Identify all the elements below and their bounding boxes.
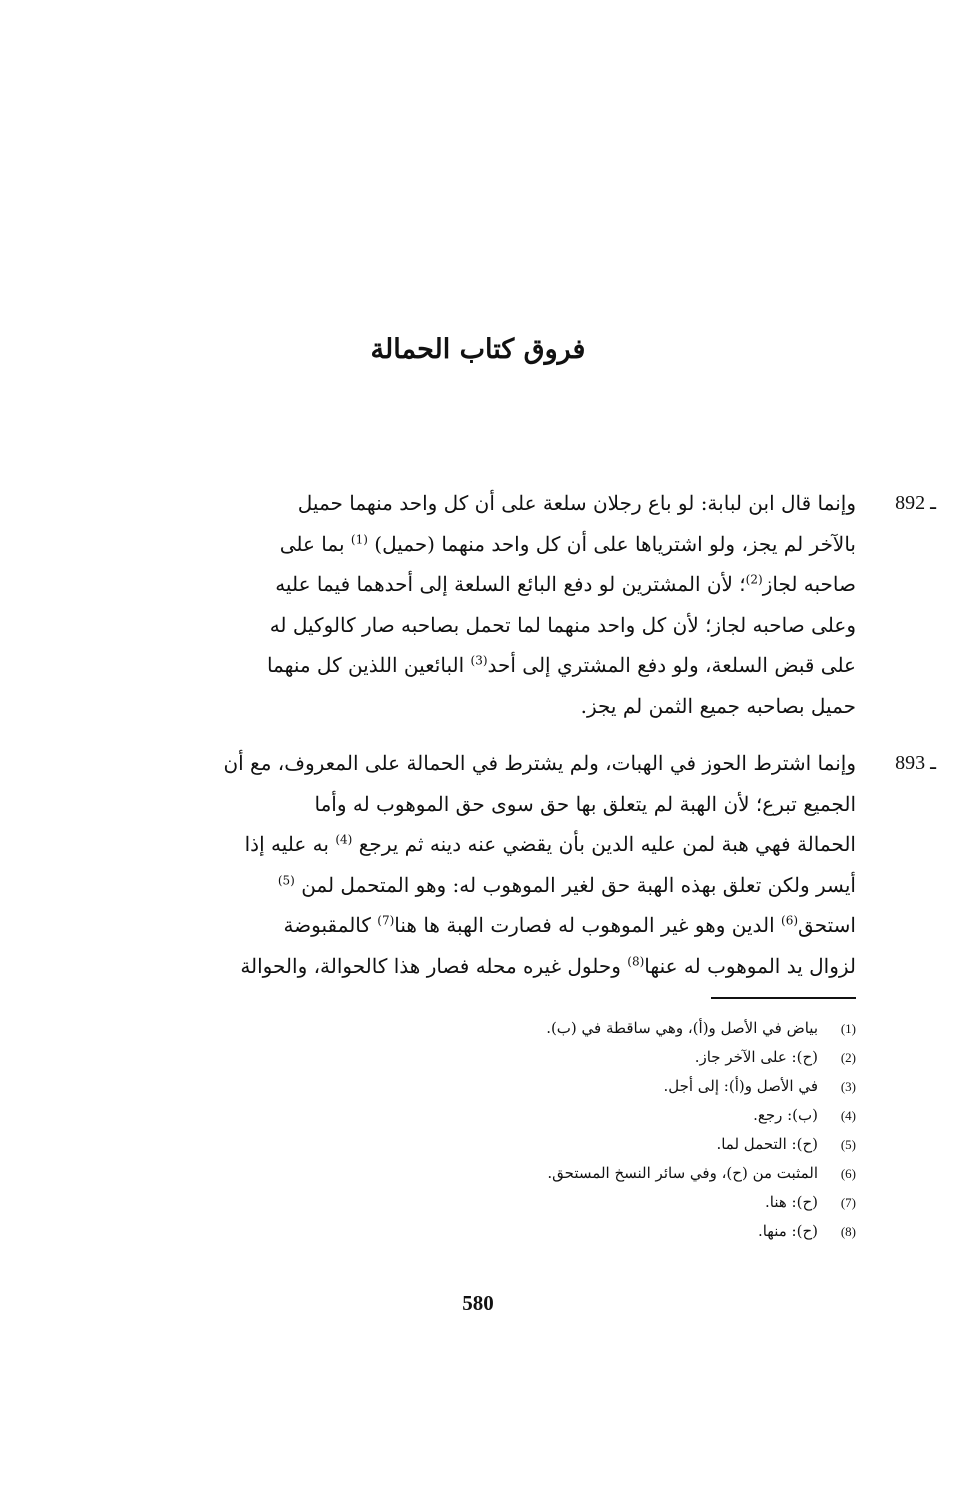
footnote-item bbox=[121, 1072, 856, 1101]
footnote-ref[interactable]: (5) bbox=[277, 872, 295, 887]
footnote-number: (5) bbox=[840, 1137, 856, 1152]
footnote-ref[interactable]: (8) bbox=[627, 953, 645, 968]
page-number: 580 bbox=[462, 1291, 494, 1315]
footnote-ref[interactable]: (1) bbox=[350, 531, 368, 546]
chapter-title: فروق كتاب الحمالة bbox=[370, 334, 586, 365]
footnote-text: المثبت من (ح)، وفي سائر النسخ المستحق. bbox=[547, 1164, 818, 1182]
footnote-text: في الأصل و(أ): إلى أجل. bbox=[663, 1077, 818, 1095]
footnote-item bbox=[121, 1217, 856, 1246]
footnote-item bbox=[121, 1159, 856, 1188]
footnote-number: (2) bbox=[840, 1050, 856, 1065]
text-line: لزوال يد الموهوب له عنها$^{(8)}$ وحلول غيره محله فصار هذا كالحوالة، والحوالة bbox=[240, 953, 856, 978]
footnote-separator bbox=[711, 997, 856, 999]
text-line: وإنما قال ابن لبابة: لو باع رجلان سلعة على أن كل واحد منهما حميل bbox=[297, 491, 856, 515]
footnote-item bbox=[121, 1130, 856, 1159]
footnote-item bbox=[121, 1043, 856, 1072]
text-line: الحمالة فهي هبة لمن عليه الدين بأن يقضي عنه دينه ثم يرجع $^{(4)}$ به عليه إذا bbox=[244, 832, 856, 856]
text-line: استحق$^{(6)}$ الدين وهو غير الموهوب له فصارت الهبة ها هنا$^{(7)}$ كالمقبوضة bbox=[283, 913, 856, 937]
footnote-number: (6) bbox=[840, 1166, 856, 1181]
paragraph-number: 892 ـ bbox=[895, 492, 936, 514]
footnote-number: (3) bbox=[840, 1079, 856, 1094]
footnote-text: (ح): التحمل لما. bbox=[716, 1135, 818, 1153]
paragraph-893 bbox=[121, 743, 936, 986]
footnote-ref[interactable]: (2) bbox=[745, 572, 763, 587]
footnote-ref[interactable]: (6) bbox=[781, 913, 799, 928]
footnotes bbox=[121, 1014, 856, 1246]
footnote-ref[interactable]: (4) bbox=[335, 832, 353, 847]
footnote-ref[interactable]: (7) bbox=[377, 913, 395, 928]
footnote-item bbox=[121, 1101, 856, 1130]
text-line: على قبض السلعة، ولو دفع المشتري إلى أحد$^{(3)}$ البائعين اللذين كل منهما bbox=[266, 653, 856, 677]
footnote-text: بياض في الأصل و(أ)، وهي ساقطة في (ب). bbox=[546, 1019, 818, 1037]
footnote-number: (1) bbox=[840, 1021, 856, 1036]
footnote-text: (ح): هنا. bbox=[765, 1193, 818, 1211]
footnote-number: (7) bbox=[840, 1195, 856, 1210]
footnote-number: (4) bbox=[840, 1108, 856, 1123]
paragraph-number: 893 ـ bbox=[895, 752, 936, 774]
text-line: حميل بصاحبه جميع الثمن لم يجز. bbox=[580, 693, 856, 718]
footnote-number: (8) bbox=[840, 1224, 856, 1239]
footnote-ref[interactable]: (3) bbox=[470, 653, 488, 668]
text-line: وإنما اشترط الحوز في الهبات، ولم يشترط في الحمالة على المعروف، مع أن bbox=[223, 751, 856, 775]
footnote-text: (ب): رجع. bbox=[753, 1106, 818, 1124]
text-line: صاحبه لجاز$^{(2)}$؛ لأن المشترين لو دفع البائع السلعة إلى أحدهما فيما عليه bbox=[275, 572, 856, 596]
footnote-item bbox=[121, 1014, 856, 1043]
paragraph-892 bbox=[121, 483, 936, 726]
footnote-item bbox=[121, 1188, 856, 1217]
text-line: أيسر ولكن تعلق بهذه الهبة حق لغير الموهوب له: وهو المتحمل لمن $^{(5)}$ bbox=[277, 872, 856, 897]
footnote-text: (ح): على الآخر جاز. bbox=[694, 1048, 818, 1066]
footnote-text: (ح): منها. bbox=[757, 1222, 818, 1240]
text-line: الجميع تبرع؛ لأن الهبة لم يتعلق بها حق سوى حق الموهوب له وأما bbox=[314, 791, 856, 816]
text-line: وعلى صاحبه لجاز؛ لأن كل واحد منهما لما تحمل بصاحبه صار كالوكيل له bbox=[269, 612, 856, 637]
text-line: بالآخر لم يجز، ولو اشترياها على أن كل واحد منهما (حميل) $^{(1)}$ بما على bbox=[279, 531, 856, 556]
